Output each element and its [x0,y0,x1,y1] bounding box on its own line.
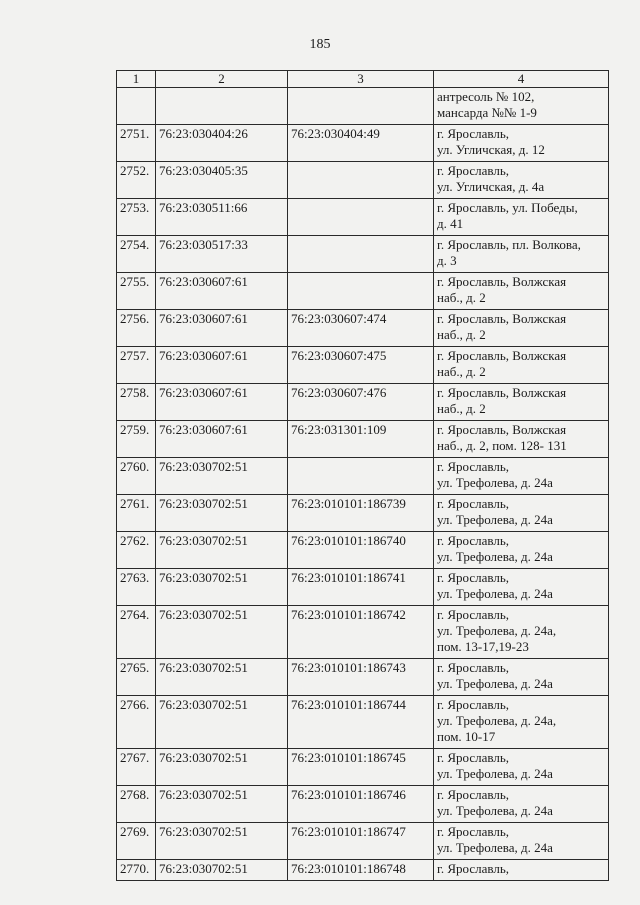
table-row [117,236,609,273]
object-number-cell: 76:23:010101:186743 [288,659,434,696]
land-parcel-cell: 76:23:030702:51 [156,606,288,659]
row-number-cell: 2761. [117,495,156,532]
address-cell: г. Ярославль, ул. Трефолева, д. 24а, пом. 10-17 [434,696,609,749]
object-number-cell: 76:23:010101:186744 [288,696,434,749]
row-number-cell: 2766. [117,696,156,749]
object-number-cell: 76:23:030404:49 [288,125,434,162]
land-parcel-cell: 76:23:030702:51 [156,696,288,749]
table-row [117,860,609,881]
table-row [117,125,609,162]
row-number-cell: 2760. [117,458,156,495]
land-parcel-cell: 76:23:030702:51 [156,532,288,569]
object-number-cell [288,199,434,236]
object-number-cell: 76:23:010101:186747 [288,823,434,860]
row-number-cell: 2769. [117,823,156,860]
object-number-cell [288,236,434,273]
address-cell: г. Ярославль, Волжская наб., д. 2 [434,384,609,421]
column-header: 2 [156,71,288,88]
row-number-cell: 2763. [117,569,156,606]
row-number-cell: 2755. [117,273,156,310]
address-cell: г. Ярославль, ул. Трефолева, д. 24а [434,569,609,606]
table-row [117,532,609,569]
address-cell: г. Ярославль, ул. Трефолева, д. 24а [434,659,609,696]
object-number-cell: 76:23:010101:186741 [288,569,434,606]
row-number-cell: 2762. [117,532,156,569]
row-number-cell: 2759. [117,421,156,458]
land-parcel-cell: 76:23:030702:51 [156,569,288,606]
address-cell: г. Ярославль, [434,860,609,881]
address-cell: г. Ярославль, ул. Трефолева, д. 24а [434,458,609,495]
land-parcel-cell: 76:23:030517:33 [156,236,288,273]
address-cell: г. Ярославль, Волжская наб., д. 2, пом. 128- 131 [434,421,609,458]
object-number-cell: 76:23:010101:186748 [288,860,434,881]
land-parcel-cell: 76:23:030702:51 [156,495,288,532]
land-parcel-cell: 76:23:030607:61 [156,273,288,310]
land-parcel-cell: 76:23:030702:51 [156,786,288,823]
table-row [117,749,609,786]
column-header: 4 [434,71,609,88]
table-body [117,88,609,881]
table-row [117,569,609,606]
address-cell: г. Ярославль, ул. Трефолева, д. 24а [434,495,609,532]
land-parcel-cell: 76:23:030404:26 [156,125,288,162]
address-cell: антресоль № 102, мансарда №№ 1-9 [434,88,609,125]
row-number-cell: 2751. [117,125,156,162]
land-parcel-cell: 76:23:030702:51 [156,749,288,786]
table-row [117,823,609,860]
table-row [117,88,609,125]
table-header-row [117,71,609,88]
row-number-cell: 2767. [117,749,156,786]
land-parcel-cell: 76:23:030607:61 [156,384,288,421]
table-row [117,458,609,495]
address-cell: г. Ярославль, ул. Трефолева, д. 24а [434,749,609,786]
row-number-cell: 2764. [117,606,156,659]
row-number-cell: 2756. [117,310,156,347]
row-number-cell [117,88,156,125]
row-number-cell: 2765. [117,659,156,696]
table-row [117,347,609,384]
object-number-cell: 76:23:010101:186746 [288,786,434,823]
row-number-cell: 2768. [117,786,156,823]
land-parcel-cell [156,88,288,125]
land-parcel-cell: 76:23:030702:51 [156,823,288,860]
object-number-cell [288,88,434,125]
address-cell: г. Ярославль, Волжская наб., д. 2 [434,273,609,310]
table-row [117,162,609,199]
address-cell: г. Ярославль, ул. Угличская, д. 12 [434,125,609,162]
object-number-cell [288,273,434,310]
table-row [117,495,609,532]
row-number-cell: 2758. [117,384,156,421]
registry-table [116,70,609,881]
row-number-cell: 2753. [117,199,156,236]
address-cell: г. Ярославль, ул. Трефолева, д. 24а [434,532,609,569]
table-row [117,659,609,696]
land-parcel-cell: 76:23:030702:51 [156,860,288,881]
address-cell: г. Ярославль, Волжская наб., д. 2 [434,347,609,384]
land-parcel-cell: 76:23:030702:51 [156,659,288,696]
object-number-cell: 76:23:010101:186745 [288,749,434,786]
column-header: 3 [288,71,434,88]
address-cell: г. Ярославль, ул. Трефолева, д. 24а [434,823,609,860]
table-row [117,696,609,749]
land-parcel-cell: 76:23:030607:61 [156,421,288,458]
land-parcel-cell: 76:23:030405:35 [156,162,288,199]
table-row [117,199,609,236]
object-number-cell [288,162,434,199]
object-number-cell [288,458,434,495]
column-header: 1 [117,71,156,88]
address-cell: г. Ярославль, ул. Угличская, д. 4а [434,162,609,199]
object-number-cell: 76:23:031301:109 [288,421,434,458]
row-number-cell: 2770. [117,860,156,881]
table-row [117,786,609,823]
object-number-cell: 76:23:010101:186742 [288,606,434,659]
object-number-cell: 76:23:030607:474 [288,310,434,347]
table-row [117,606,609,659]
address-cell: г. Ярославль, пл. Волкова, д. 3 [434,236,609,273]
object-number-cell: 76:23:010101:186740 [288,532,434,569]
land-parcel-cell: 76:23:030511:66 [156,199,288,236]
object-number-cell: 76:23:030607:475 [288,347,434,384]
address-cell: г. Ярославль, ул. Трефолева, д. 24а [434,786,609,823]
land-parcel-cell: 76:23:030607:61 [156,347,288,384]
table-row [117,310,609,347]
table-row [117,273,609,310]
address-cell: г. Ярославль, Волжская наб., д. 2 [434,310,609,347]
land-parcel-cell: 76:23:030702:51 [156,458,288,495]
land-parcel-cell: 76:23:030607:61 [156,310,288,347]
address-cell: г. Ярославль, ул. Трефолева, д. 24а, пом. 13-17,19-23 [434,606,609,659]
page-number: 185 [309,37,331,52]
row-number-cell: 2757. [117,347,156,384]
object-number-cell: 76:23:010101:186739 [288,495,434,532]
object-number-cell: 76:23:030607:476 [288,384,434,421]
table-row [117,384,609,421]
row-number-cell: 2754. [117,236,156,273]
address-cell: г. Ярославль, ул. Победы, д. 41 [434,199,609,236]
table-row [117,421,609,458]
row-number-cell: 2752. [117,162,156,199]
